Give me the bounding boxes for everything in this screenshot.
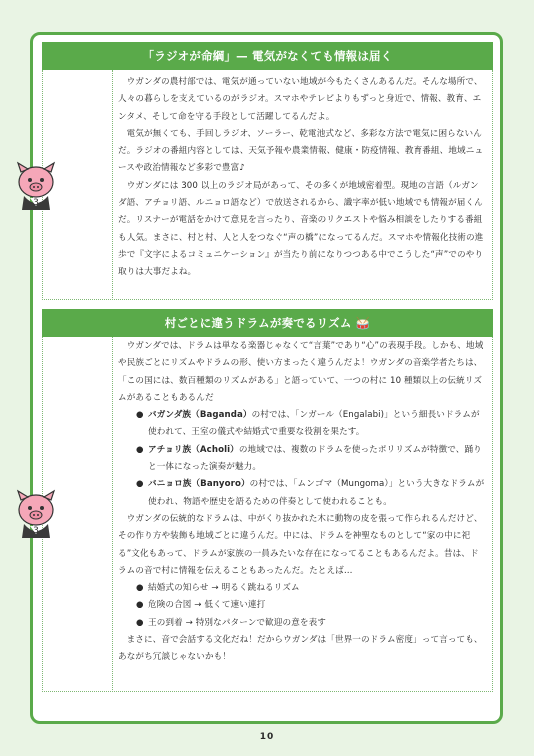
tribe-list xyxy=(118,407,486,511)
list-item: ● アチョリ族（Acholi）の地域では、複数のドラムを使ったポリリズムが特徴で、踊りと一体になった演奏が魅力。 xyxy=(136,444,482,473)
paragraph: 電気が無くても、手回しラジオ、ソーラー、乾電池式など、多彩な方法で電気に困らないんだ。ラジオの番組内容としては、天気予報や農業情報、健康・防疫情報、教育番組、地域ニュースや政治情報など多彩で豊富♪ xyxy=(118,128,484,174)
pig-mascot-icon xyxy=(10,488,62,540)
list-item: ● バニョロ族（Banyoro）の村では、「ムンゴマ（Mungoma）」という大きなドラムが使われ、物語や歴史を語るための伴奏として使われることも。 xyxy=(136,479,485,507)
list-item: ● バガンダ族（Baganda）の村では、「ンガール（Engalabi)」という細長いドラムが使われて、王室の儀式や結婚式で重要な役割を果たす。 xyxy=(136,410,480,438)
list-item: ● 危険の合図 → 低くて速い連打 xyxy=(136,600,266,611)
paragraph: ウガンダの農村部では、電気が通っていない地域が今もたくさんあるんだ。そんな場所で、人々の暮らしを支えているのがラジオ。スマホやテレビよりもずっと身近で、情報、教育、エンタメ、そして命を守る手段として活躍してるんだよ。 xyxy=(118,77,483,122)
paragraph: ウガンダでは、ドラムは単なる楽器じゃなくて“言葉”であり“心”の表現手段。しかも、地域や民族ごとにリズムやドラムの形、使い方まったく違うんだよ！ウガンダの音楽学者たちは、「この国には、数百種類のリズムがある」と語っていて、一つの村に 10 種類以上の伝統リズムがあることもあるんだ xyxy=(118,341,484,403)
list-item: ● 結婚式の知らせ → 明るく跳ねるリズム xyxy=(136,583,300,594)
svg-text:3: 3 xyxy=(33,198,39,208)
paragraph: ウガンダには 300 以上のラジオ局があって、その多くが地域密着型。現地の言語（ルガンダ語、アチョリ語、ルニョロ語など）で放送されるから、識字率が低い地域でも情報が届くんだ。リスナーが電話をかけて意見を言ったり、音楽のリクエストや悩み相談をしたりする番組も人気。まさに、村と村、人と人をつなぐ“声の橋”になってるんだ。スマホや情報化技術の進歩で『文字によるコミュニケーション』が当たり前になりつつある中でこうした“声”でのやり取りは大事だよね。 xyxy=(118,180,484,278)
paragraph: まさに、音で会話する文化だね！だからウガンダは「世界一のドラム密度」って言っても、あながち冗談じゃないかも！ xyxy=(118,635,483,663)
section-text-drums xyxy=(118,338,486,667)
svg-text:3: 3 xyxy=(33,526,39,536)
section-title-radio: 「ラジオが命綱」— 電気がなくても情報は届く xyxy=(42,42,493,70)
list-item: ● 王の到着 → 特別なパターンで歓迎の意を表す xyxy=(136,617,326,628)
paragraph: ウガンダの伝統的なドラムは、中がくり抜かれた木に動物の皮を張って作られるんだけど、その作り方や装飾も地域ごとに違うんだ。中には、ドラムを神聖なものとして“家の中に祀る”文化もあって、ドラムが家族の一員みたいな存在になってることもあるんだよ。昔は、ドラムの音で村に情報を伝えることもあったんだ。たとえば… xyxy=(118,513,483,576)
pig-mascot-icon xyxy=(10,160,62,212)
signal-list xyxy=(118,580,486,632)
section-text-radio xyxy=(118,74,486,282)
page-number: 10 xyxy=(259,732,275,742)
section-title-drums: 村ごとに違うドラムが奏でるリズム 🥁 xyxy=(42,309,493,337)
